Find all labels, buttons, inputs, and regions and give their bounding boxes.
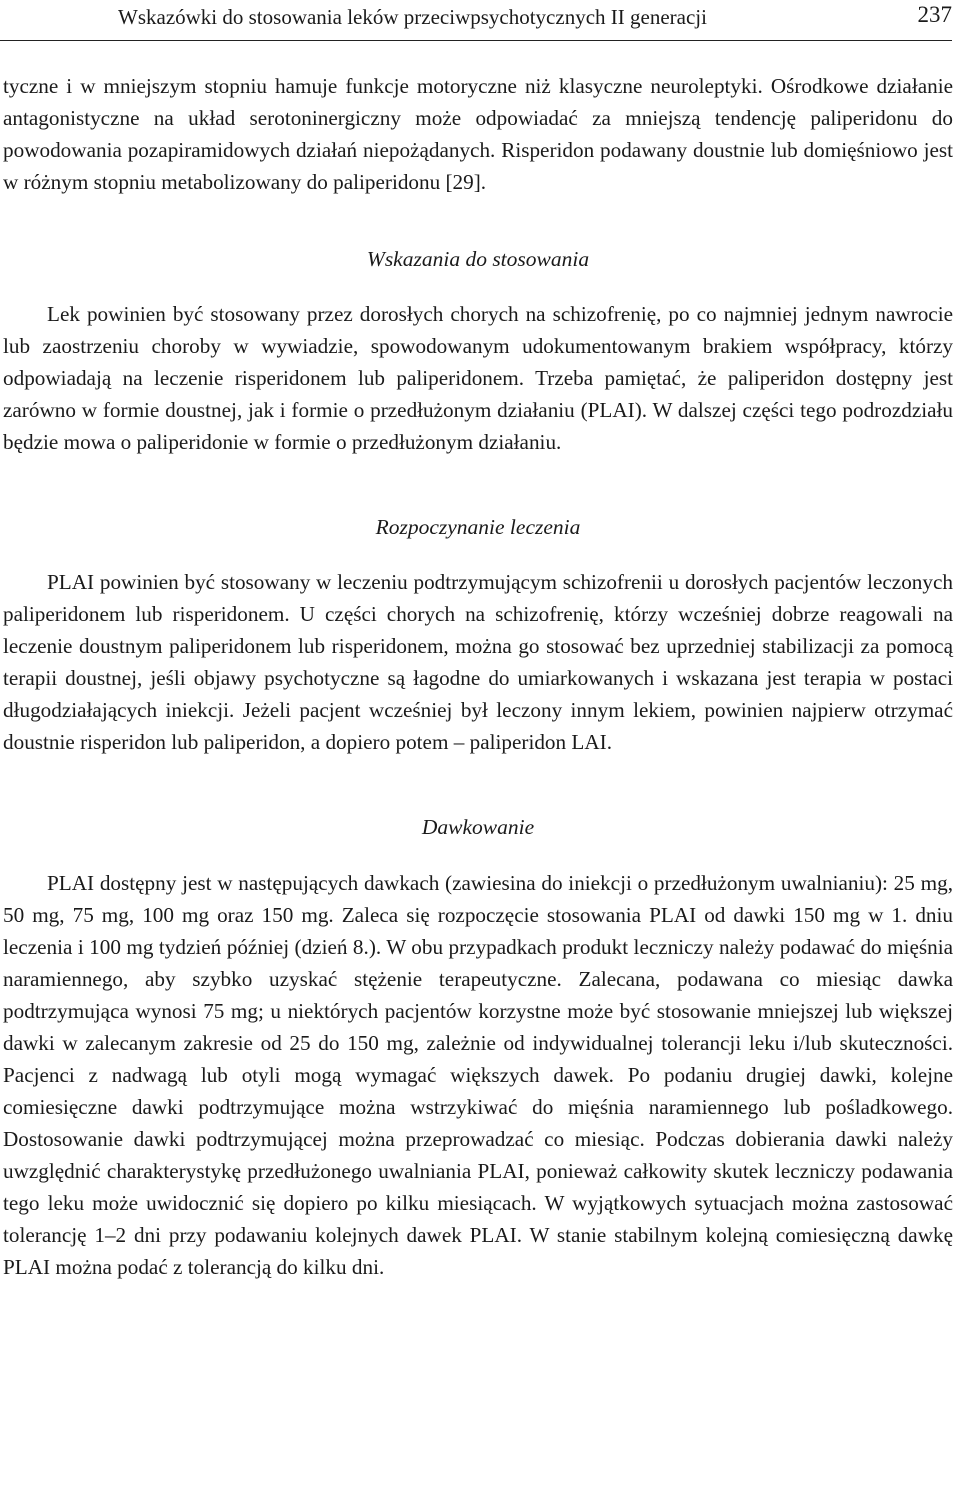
section-heading-dawkowanie: Dawkowanie: [421, 815, 535, 839]
intro-paragraph: tyczne i w mniejszym stopniu hamuje funkcje motoryczne niż klasyczne neuroleptyki. Ośrodkowe działanie antagonistyczne na układ serotoninergiczny może odpowiadać za mniejszą tendencję paliperidonu do powodowania pozapiramidowych działań niepożądanych. Risperidon podawany doustnie lub domięśniowo jest w różnym stopniu metabolizowany do paliperidonu [29].: [3, 74, 953, 194]
page-number: 237: [917, 2, 952, 27]
running-header-title: Wskazówki do stosowania leków przeciwpsychotycznych II generacji: [118, 5, 707, 29]
section-heading-wskazania: Wskazania do stosowania: [366, 247, 590, 271]
section-heading-rozpoczynanie: Rozpoczynanie leczenia: [375, 515, 581, 539]
section-paragraph-wskazania: Lek powinien być stosowany przez dorosłych chorych na schizofrenię, po co najmniej jednym nawrocie lub zaostrzeniu choroby w wywiadzie, spowodowanym udokumentowanym brakiem współpracy, którzy odpowiadają na leczenie risperidonem lub paliperidonem. Trzeba pamiętać, że paliperidon dostępny jest zarówno w formie doustnej, jak i formie o przedłużonym działaniu (PLAI). W dalszej części tego podrozdziału będzie mowa o paliperidonie w formie o przedłużonym działaniu.: [3, 302, 953, 454]
page-body: [3, 70, 953, 1283]
header-rule: [0, 40, 952, 41]
section-paragraph-rozpoczynanie: PLAI powinien być stosowany w leczeniu podtrzymującym schizofrenii u dorosłych pacjentów leczonych paliperidonem lub risperidonem. U części chorych na schizofrenię, którzy wcześniej dobrze reagowali na leczenie doustnym paliperidonem lub risperidonem, można go stosować bez uprzedniej stabilizacji za pomocą terapii doustnej, jeśli objawy psychotyczne są łagodne do umiarkowanych i wskazana jest terapia w postaci długodziałających iniekcji. Jeżeli pacjent wcześniej był leczony innym lekiem, powinien najpierw otrzymać doustnie risperidon lub paliperidon, a dopiero potem – paliperidon LAI.: [3, 570, 953, 754]
section-paragraph-dawkowanie: PLAI dostępny jest w następujących dawkach (zawiesina do iniekcji o przedłużonym uwalnianiu): 25 mg, 50 mg, 75 mg, 100 mg oraz 150 mg. Zaleca się rozpoczęcie stosowania PLAI od dawki 150 mg w 1. dniu leczenia i 100 mg tydzień później (dzień 8.). W obu przypadkach produkt leczniczy należy podawać do mięśnia naramiennego, aby szybko uzyskać stężenie terapeutyczne. Zalecana, podawana co miesiąc dawka podtrzymująca wynosi 75 mg; u niektórych pacjentów korzystne może być stosowanie mniejszej lub większej dawki w zalecanym zakresie od 25 do 150 mg, zależnie od indywidualnej tolerancji leku i/lub skuteczności. Pacjenci z nadwagą lub otyli mogą wymagać większych dawek. Po podaniu drugiej dawki, kolejne comiesięczne dawki podtrzymujące można wstrzykiwać do mięśnia naramiennego lub pośladkowego. Dostosowanie dawki podtrzymującej można przeprowadzać co miesiąc. Podczas dobierania dawki należy uwzględnić charakterystykę przedłużonego uwalniania PLAI, ponieważ całkowity skutek leczniczy podawania tego leku może uwidocznić się dopiero po kilku miesiącach. W wyjątkowych sytuacjach można zastosować tolerancję 1–2 dni przy podawaniu kolejnych dawek PLAI. W stanie stabilnym kolejną comiesięczną dawkę PLAI można podać z tolerancją do kilku dni.: [3, 871, 953, 1279]
running-header: [0, 0, 960, 44]
